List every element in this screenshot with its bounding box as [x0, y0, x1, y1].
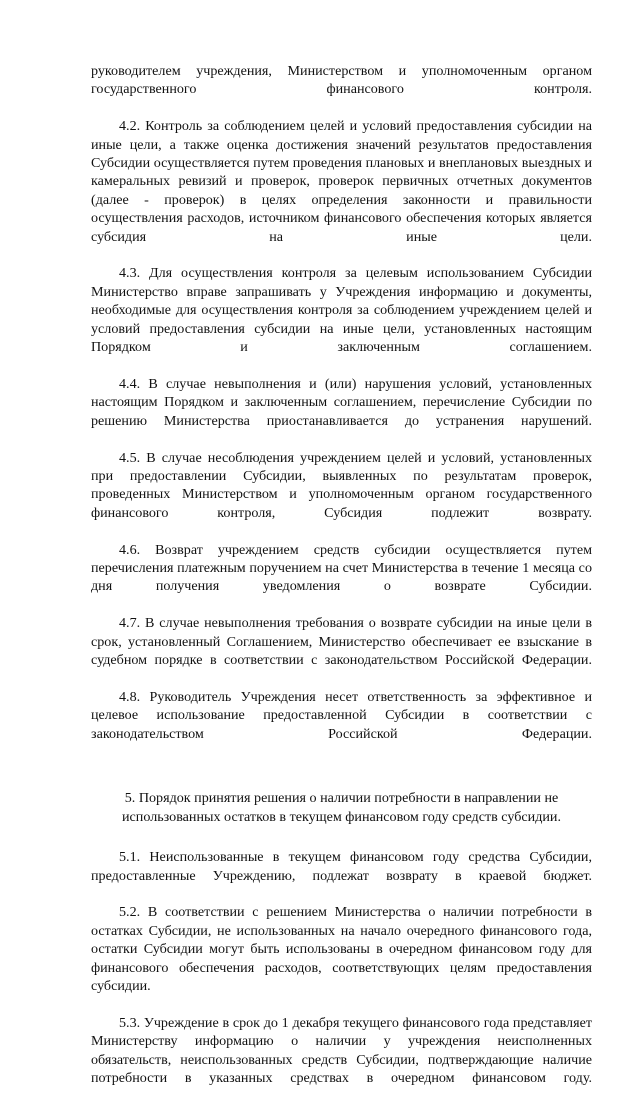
paragraph: 5.3. Учреждение в срок до 1 декабря текущего финансового года представляет Министерству информацию о наличии у учреждения неисполненных обязательств, неиспользованных средств Субсидии, подтверждающие наличие потребности в указанных средствах в очередном финансовом году. [91, 1014, 592, 1087]
section-5-body [91, 848, 592, 1106]
paragraph: руководителем учреждения, Министерством и уполномоченным органом государственного финансового контроля. [91, 63, 592, 98]
paragraph: 4.8. Руководитель Учреждения несет ответственность за эффективное и целевое использование предоставленной Субсидии в соответствии с законодательством Российской Федерации. [91, 688, 592, 742]
section-4-body [91, 62, 592, 761]
paragraph: 4.2. Контроль за соблюдением целей и условий предоставления субсидии на иные цели, а также оценка достижения значений результатов предоставления Субсидии осуществляется путем проведения плановых и внеплановых выездных и камеральных ревизий и проверок, проверок первичных отчетных документов (далее - проверок) в целях определения законности и правильности осуществления расходов, источником финансового обеспечения которых является субсидия на иные цели. [91, 118, 592, 245]
paragraph: 5.2. В соответствии с решением Министерства о наличии потребности в остатках Субсидии, не использованных на начало очередного финансового года, остатки Субсидии могут быть использованы в очередном финансовом году для финансового обеспечения расходов, соответствующих целям предоставления субсидии. [91, 904, 592, 995]
paragraph: 5.1. Неиспользованные в текущем финансовом году средства Субсидии, предоставленные Учреждению, подлежат возврату в краевой бюджет. [91, 849, 592, 884]
section-5-heading: 5. Порядок принятия решения о наличии потребности в направлении не использованных остатков в текущем финансовом году средств субсидии. [122, 790, 561, 825]
paragraph: 4.4. В случае невыполнения и (или) нарушения условий, установленных настоящим Порядком и заключенным соглашением, перечисление Субсидии по решению Министерства приостанавливается до устранения нарушений. [91, 375, 592, 429]
paragraph: 4.3. Для осуществления контроля за целевым использованием Субсидии Министерство вправе запрашивать у Учреждения информацию и документы, необходимые для осуществления контроля за соблюдением учреждением целей и условий предоставления субсидии на иные цели, установленных настоящим Порядком и заключенным соглашением. [91, 265, 592, 356]
paragraph: 4.7. В случае невыполнения требования о возврате субсидии на иные цели в срок, установленный Соглашением, Министерство обеспечивает ее взыскание в судебном порядке в соответствии с законодательством Российской Федерации. [91, 615, 592, 668]
paragraph: 4.5. В случае несоблюдения учреждением целей и условий, установленных при предоставлении Субсидии, выявленных по результатам проверок, проведенных Министерством и уполномоченным органом государственного финансового контроля, Субсидия подлежит возврату. [91, 449, 592, 521]
paragraph: 4.6. Возврат учреждением средств субсидии осуществляется путем перечисления платежным поручением на счет Министерства в течение 1 месяца со дня получения уведомления о возврате Субсидии. [91, 541, 592, 595]
